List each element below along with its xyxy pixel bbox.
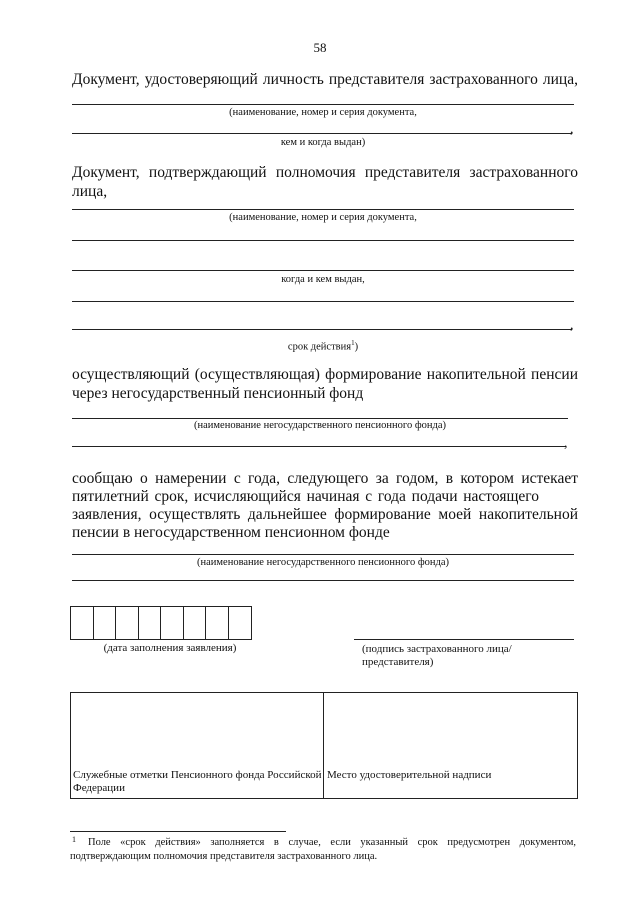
section4-line4: пенсии в негосударственном пенсионном фонде (72, 524, 390, 541)
section3-line2: через негосударственный пенсионный фонд (72, 385, 364, 402)
new-fund-line-2[interactable] (72, 580, 574, 581)
pension-fund-marks-label-line1: Служебные отметки Пенсионного фонда Российской (73, 769, 322, 781)
footnote-text-line2: подтверждающим полномочия представителя застрахованного лица. (70, 851, 378, 862)
caption-issued-when: когда и кем выдан, (281, 274, 365, 285)
date-cell[interactable] (138, 606, 162, 640)
footnote-ref: 1 (351, 339, 355, 347)
date-cell[interactable] (205, 606, 229, 640)
section4-line1: сообщаю о намерении с года, следующего за годом, в котором истекает (72, 470, 578, 487)
caption-close: ) (354, 341, 359, 353)
signature-caption-line1: (подпись застрахованного лица/ (362, 643, 512, 655)
date-cell[interactable] (228, 606, 252, 640)
current-fund-line-2[interactable] (72, 446, 566, 447)
section4-line3: заявления, осуществлять дальнейшее формирование моей накопительной (72, 506, 578, 523)
date-cell[interactable] (160, 606, 184, 640)
signature-caption-line2: представителя) (362, 656, 434, 668)
comma: , (570, 318, 574, 333)
caption-validity-text: срок действия (287, 341, 352, 353)
new-fund-line[interactable] (72, 554, 574, 555)
caption-document-name: (наименование, номер и серия документа, (229, 107, 417, 118)
validity-period-line[interactable] (72, 329, 572, 330)
caption-validity-period (72, 337, 574, 354)
pension-fund-marks-box[interactable] (70, 692, 324, 799)
authority-document-line-2[interactable] (72, 240, 574, 241)
date-cell[interactable] (183, 606, 207, 640)
pension-fund-marks-label-line2: Федерации (73, 782, 125, 794)
section1-heading: Документ, удостоверяющий личность представителя застрахованного лица, (72, 71, 578, 88)
authority-document-line[interactable] (72, 209, 574, 210)
signature-line[interactable] (354, 639, 574, 640)
date-cell[interactable] (70, 606, 94, 640)
certification-label: Место удостоверительной надписи (327, 769, 492, 781)
signature-caption (362, 643, 512, 669)
section4-line2: пятилетний срок, исчисляющийся начиная с года подачи настоящего (72, 488, 539, 505)
date-cell[interactable] (93, 606, 117, 640)
comma: , (570, 122, 574, 137)
date-cell[interactable] (115, 606, 139, 640)
caption-issued-by: кем и когда выдан) (280, 137, 366, 148)
current-fund-line[interactable] (72, 418, 568, 419)
footnote-text-line1: Поле «срок действия» заполняется в случае, если указанный срок предусмотрен документом, (88, 837, 576, 848)
representative-id-issued-line[interactable] (72, 133, 572, 134)
caption-fund-name: (наименование негосударственного пенсионного фонда) (197, 557, 449, 568)
representative-id-document-line[interactable] (72, 104, 574, 105)
footnote-separator (70, 831, 286, 832)
authority-issued-line[interactable] (72, 270, 574, 271)
page-number: 58 (313, 40, 327, 55)
date-caption: (дата заполнения заявления) (103, 642, 237, 654)
caption-fund-name: (наименование негосударственного пенсионного фонда) (194, 420, 446, 431)
footnote-marker: 1 (72, 835, 76, 844)
comma: , (564, 436, 568, 451)
section2-heading: Документ, подтверждающий полномочия представителя застрахованного (72, 164, 578, 181)
date-cells (70, 606, 252, 640)
caption-document-name: (наименование, номер и серия документа, (229, 212, 417, 223)
section3-line1: осуществляющий (осуществляющая) формирование накопительной пенсии (72, 366, 578, 383)
pension-fund-marks-label (73, 769, 322, 795)
authority-issued-line-2[interactable] (72, 301, 574, 302)
section2-heading-cont: лица, (72, 183, 108, 200)
certification-box[interactable] (323, 692, 578, 799)
